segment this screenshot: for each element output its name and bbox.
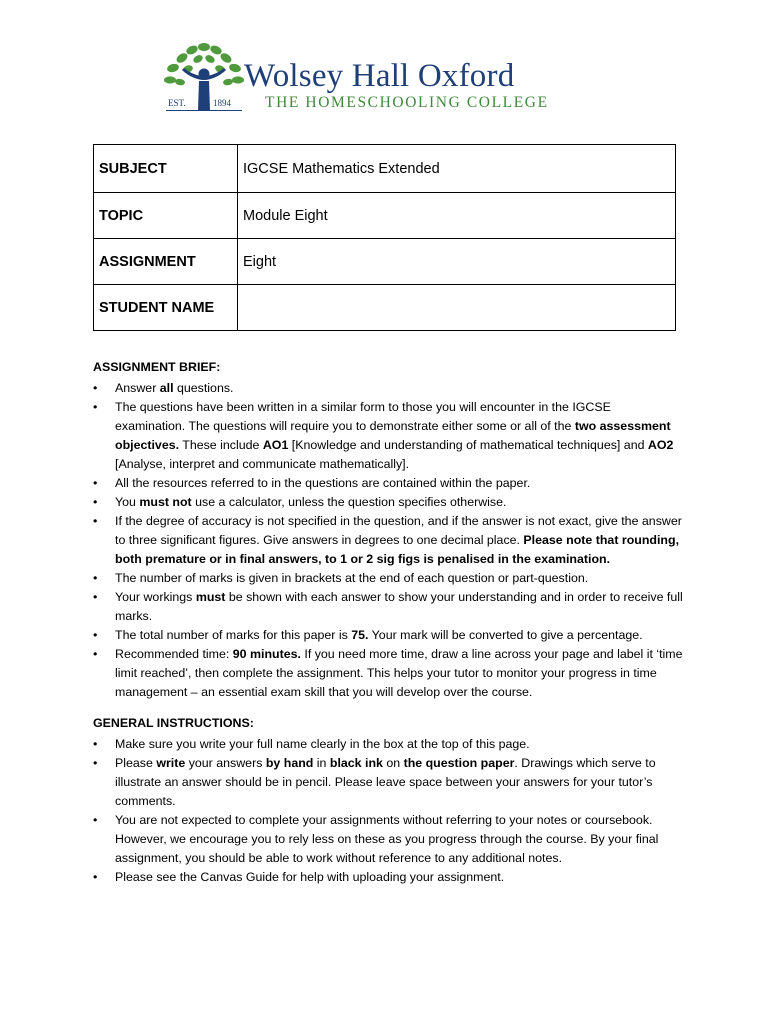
list-item: • The questions have been written in a similar form to those you will encounter in the IGCSE examination. The questions will require you to demonstrate either some or all of the two assessment objectives. These include AO1 [Knowledge and understanding of mathematical techniques] and AO2 [Analyse, interpret and communicate mathematically]. bbox=[93, 398, 683, 474]
logo-est: EST. bbox=[168, 98, 186, 108]
list-item: • Answer all questions. bbox=[93, 379, 683, 398]
assignment-value: Eight bbox=[238, 239, 676, 285]
list-item: • Recommended time: 90 minutes. If you need more time, draw a line across your page and label it ‘time limit reached’, then complete the assignment. This helps your tutor to monitor your progress in time management – an essential exam skill that you will develop over the course. bbox=[93, 645, 683, 702]
student-name-label: STUDENT NAME bbox=[94, 285, 238, 331]
logo-wordmark: Wolsey Hall Oxford bbox=[244, 58, 515, 94]
logo-tagline: THE HOMESCHOOLING COLLEGE bbox=[265, 94, 549, 111]
list-item: • Make sure you write your full name clearly in the box at the top of this page. bbox=[93, 735, 683, 754]
table-row bbox=[94, 285, 676, 331]
table-row bbox=[94, 239, 676, 285]
list-item: • The total number of marks for this paper is 75. Your mark will be converted to give a percentage. bbox=[93, 626, 683, 645]
table-row bbox=[94, 145, 676, 193]
subject-label: SUBJECT bbox=[94, 145, 238, 193]
list-item: • You are not expected to complete your assignments without referring to your notes or coursebook. However, we encourage you to rely less on these as you progress through the course. By your final assignment, you should be able to work without reference to any additional notes. bbox=[93, 811, 683, 868]
general-instructions-list bbox=[93, 735, 683, 887]
list-item: • Your workings must be shown with each answer to show your understanding and in order to receive full marks. bbox=[93, 588, 683, 626]
list-item: • If the degree of accuracy is not specified in the question, and if the answer is not exact, give the answer to three significant figures. Give answers in degrees to one decimal place. Please note that rounding, both premature or in final answers, to 1 or 2 sig figs is penalised in the examination. bbox=[93, 512, 683, 569]
assignment-brief-list bbox=[93, 379, 683, 702]
general-instructions-heading: GENERAL INSTRUCTIONS: bbox=[93, 716, 254, 730]
assignment-info-table bbox=[93, 144, 676, 331]
table-row bbox=[94, 193, 676, 239]
student-name-field[interactable] bbox=[238, 285, 676, 331]
assignment-brief-heading: ASSIGNMENT BRIEF: bbox=[93, 360, 221, 374]
logo-year: 1894 bbox=[213, 98, 231, 108]
subject-value: IGCSE Mathematics Extended bbox=[238, 145, 676, 193]
list-item: • All the resources referred to in the questions are contained within the paper. bbox=[93, 474, 683, 493]
list-item: • Please write your answers by hand in black ink on the question paper. Drawings which serve to illustrate an answer should be in pencil. Please leave space between your answers for your tutor’s comments. bbox=[93, 754, 683, 811]
instructions-body bbox=[93, 358, 683, 887]
list-item: • You must not use a calculator, unless the question specifies otherwise. bbox=[93, 493, 683, 512]
list-item: • Please see the Canvas Guide for help with uploading your assignment. bbox=[93, 868, 683, 887]
list-item: • The number of marks is given in brackets at the end of each question or part-question. bbox=[93, 569, 683, 588]
logo bbox=[164, 40, 604, 116]
assignment-label: ASSIGNMENT bbox=[94, 239, 238, 285]
topic-value: Module Eight bbox=[238, 193, 676, 239]
topic-label: TOPIC bbox=[94, 193, 238, 239]
